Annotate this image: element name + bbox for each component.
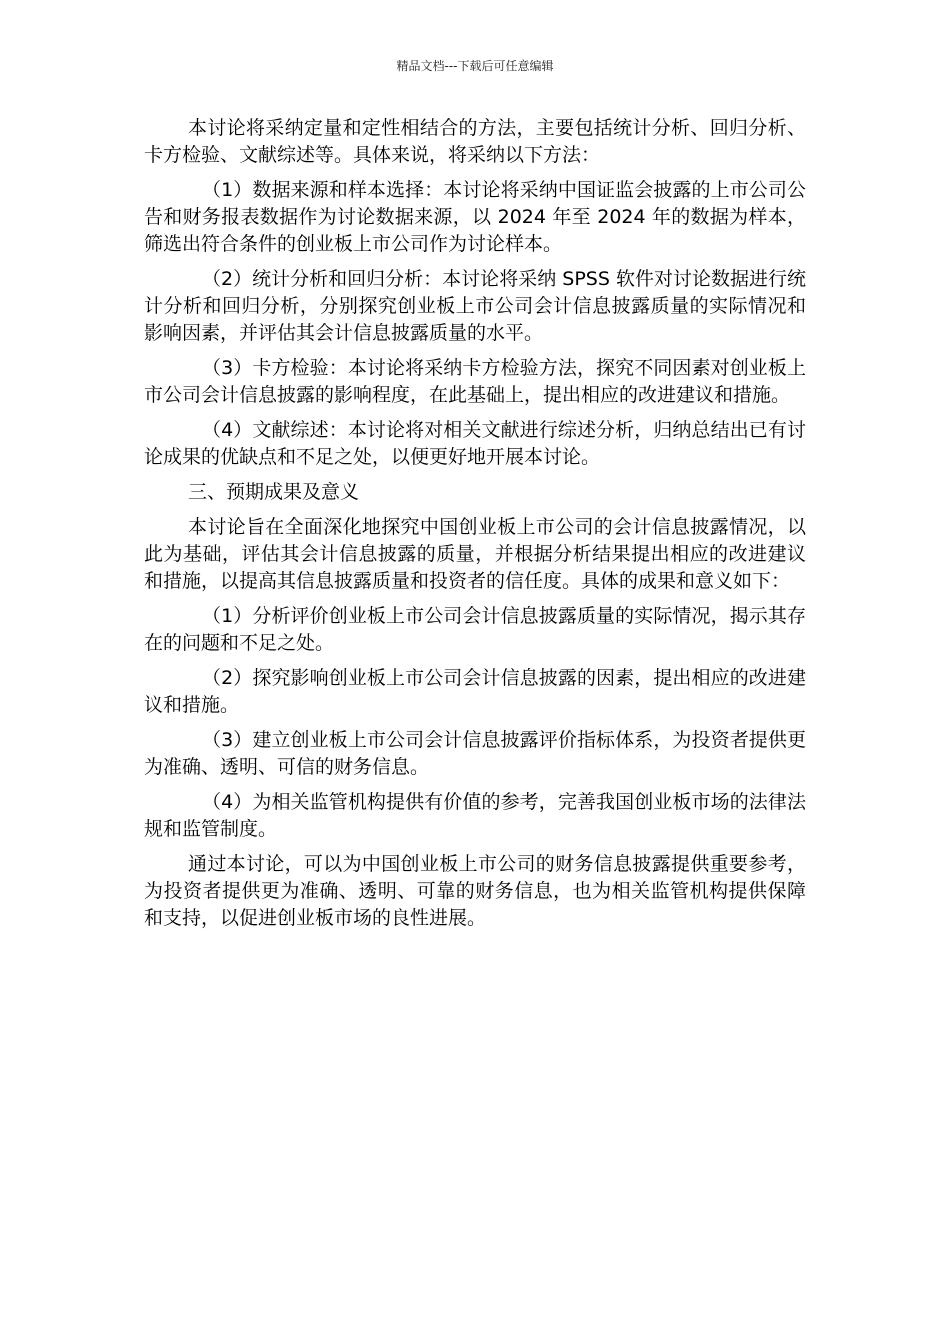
- paragraph-methods-intro: 本讨论将采纳定量和定性相结合的方法，主要包括统计分析、回归分析、卡方检验、文献综述等。具体来说，将采纳以下方法：: [144, 117, 806, 166]
- list-item-chi-square-test: （3）卡方检验：本讨论将采纳卡方检验方法，探究不同因素对创业板上市公司会计信息披露的影响程度，在此基础上，提出相应的改进建议和措施。: [144, 357, 806, 406]
- list-item-result-3: （3）建立创业板上市公司会计信息披露评价指标体系，为投资者提供更为准确、透明、可信的财务信息。: [144, 729, 806, 778]
- list-item-literature-review: （4）文献综述：本讨论将对相关文献进行综述分析，归纳总结出已有讨论成果的优缺点和不足之处，以便更好地开展本讨论。: [144, 419, 806, 468]
- paragraph-conclusion: 通过本讨论，可以为中国创业板上市公司的财务信息披露提供重要参考，为投资者提供更为准确、透明、可靠的财务信息，也为相关监管机构提供保障和支持，以促进创业板市场的良性进展。: [144, 853, 806, 929]
- page-header: 精品文档---下载后可任意编辑: [396, 59, 554, 73]
- section-heading-expected-results: 三、预期成果及意义: [188, 481, 360, 503]
- list-item-result-2: （2）探究影响创业板上市公司会计信息披露的因素，提出相应的改进建议和措施。: [144, 667, 806, 716]
- paragraph-results-intro: 本讨论旨在全面深化地探究中国创业板上市公司的会计信息披露情况，以此为基础，评估其会计信息披露的质量，并根据分析结果提出相应的改进建议和措施，以提高其信息披露质量和投资者的信任度。具体的成果和意义如下：: [144, 516, 806, 592]
- list-item-data-source: （1）数据来源和样本选择：本讨论将采纳中国证监会披露的上市公司公告和财务报表数据作为讨论数据来源，以 2024 年至 2024 年的数据为样本，筛选出符合条件的创业板上市公司作为讨论样本。: [144, 179, 806, 255]
- document-body: [144, 115, 806, 940]
- list-item-result-1: （1）分析评价创业板上市公司会计信息披露质量的实际情况，揭示其存在的问题和不足之处。: [144, 605, 806, 654]
- list-item-result-4: （4）为相关监管机构提供有价值的参考，完善我国创业板市场的法律法规和监管制度。: [144, 791, 806, 840]
- list-item-statistical-analysis: （2）统计分析和回归分析：本讨论将采纳 SPSS 软件对讨论数据进行统计分析和回归分析，分别探究创业板上市公司会计信息披露质量的实际情况和影响因素，并评估其会计信息披露质量的水平。: [144, 268, 806, 344]
